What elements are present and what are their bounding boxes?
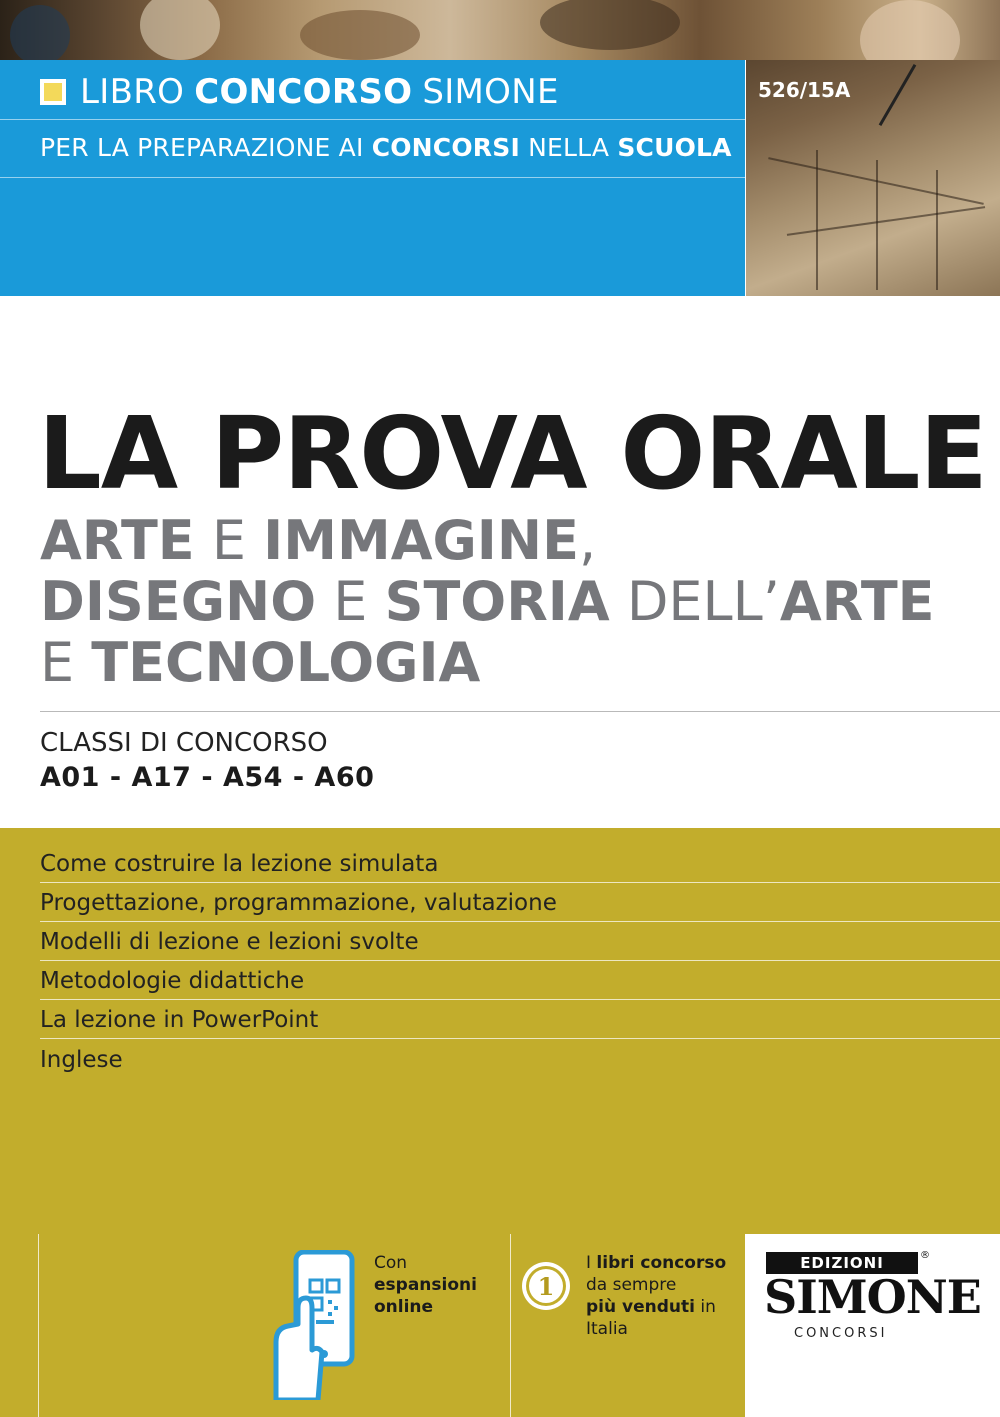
logo-registered: ® xyxy=(920,1250,930,1261)
book-code: 526/15A xyxy=(758,78,851,102)
number-one-badge-icon xyxy=(520,1260,572,1312)
subtitle-line-1: ARTE E IMMAGINE, xyxy=(40,509,597,572)
subtitle-line-2: DISEGNO E STORIA DELL’ARTE xyxy=(40,570,935,633)
logo-simone: SIMONE xyxy=(764,1270,981,1324)
classi-codes: A01 - A17 - A54 - A60 xyxy=(40,762,375,793)
sketch-photo xyxy=(746,60,1000,296)
book-title: LA PROVA ORALE xyxy=(38,395,987,512)
list-item: Come costruire la lezione simulata xyxy=(40,844,1000,883)
series-square-icon xyxy=(40,79,66,105)
cover-photo-strip xyxy=(0,0,1000,60)
online-expansions-text: Con espansioni online xyxy=(374,1253,477,1317)
badge-number: 1 xyxy=(537,1272,555,1301)
list-item: Metodologie didattiche xyxy=(40,961,1000,1000)
topics-list xyxy=(40,844,1000,1078)
list-item: Modelli di lezione e lezioni svolte xyxy=(40,922,1000,961)
publisher-logo xyxy=(764,1250,981,1347)
header-subtitle: PER LA PREPARAZIONE AI CONCORSI NELLA SCUOLA xyxy=(40,133,732,162)
list-item: Inglese xyxy=(40,1046,123,1073)
subtitle-line-3: E TECNOLOGIA xyxy=(40,631,481,694)
bestseller-text: I libri concorso da sempre più venduti in Italia xyxy=(586,1253,727,1339)
bottom-divider xyxy=(38,1234,39,1417)
classi-label: CLASSI DI CONCORSO xyxy=(40,728,328,758)
book-subtitle xyxy=(40,510,935,693)
series-label: LIBRO CONCORSO SIMONE xyxy=(40,70,559,114)
title-divider xyxy=(40,711,1000,712)
phone-qr-icon xyxy=(272,1250,367,1400)
logo-concorsi: CONCORSI xyxy=(794,1326,888,1341)
logo-edizioni: EDIZIONI xyxy=(766,1252,918,1274)
list-item: La lezione in PowerPoint xyxy=(40,1000,1000,1039)
bottom-divider xyxy=(510,1234,511,1417)
list-item: Progettazione, programmazione, valutazione xyxy=(40,883,1000,922)
